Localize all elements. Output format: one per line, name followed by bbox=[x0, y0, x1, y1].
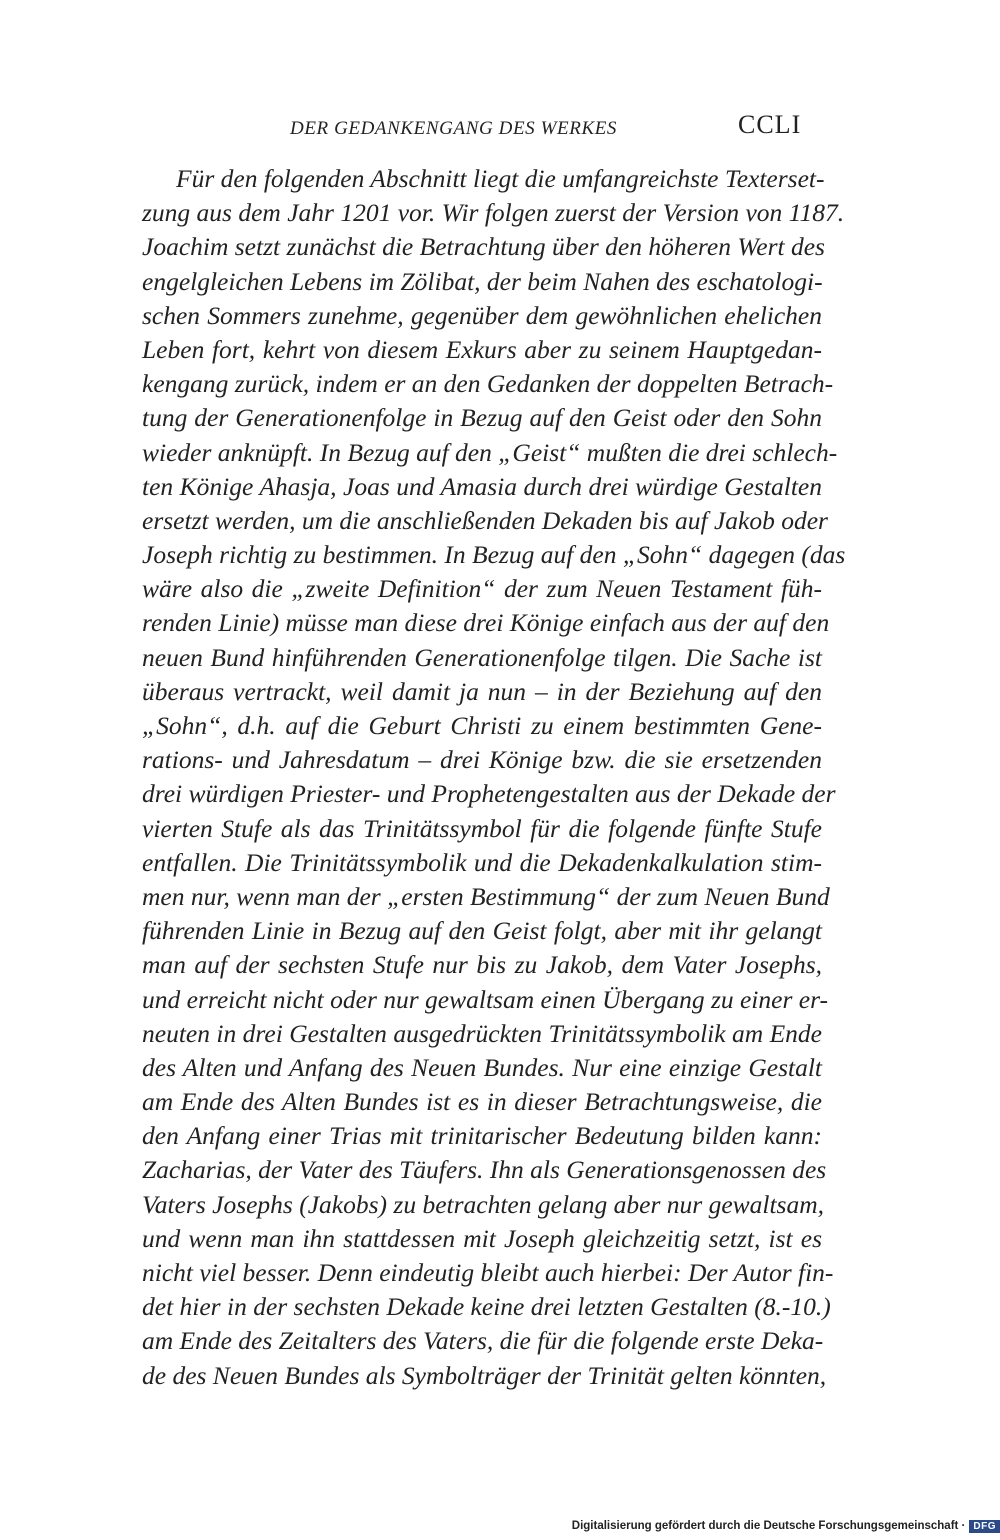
text-line: de des Neuen Bundes als Symbolträger der Trinität gelten könnten, bbox=[142, 1360, 827, 1390]
text-line: drei würdigen Priester- und Prophetengestalten aus der Dekade der bbox=[142, 779, 836, 809]
digitization-credit bbox=[572, 1516, 1000, 1536]
text-line: kengang zurück, indem er an den Gedanken der doppelten Betrach- bbox=[142, 369, 834, 399]
text-line: wieder anknüpft. In Bezug auf den „Geist“ mußten die drei schlech- bbox=[142, 437, 838, 467]
text-line: men nur, wenn man der „ersten Bestimmung“ der zum Neuen Bund bbox=[142, 881, 830, 911]
text-line: renden Linie) müsse man diese drei Könige einfach aus der auf den bbox=[142, 608, 830, 638]
text-line: überaus vertrackt, weil damit ja nun – in der Beziehung auf den bbox=[142, 676, 822, 706]
text-line: Vaters Josephs (Jakobs) zu betrachten gelang aber nur gewaltsam, bbox=[142, 1189, 825, 1219]
text-line: am Ende des Alten Bundes ist es in dieser Betrachtungsweise, die bbox=[142, 1087, 822, 1117]
text-line: Für den folgenden Abschnitt liegt die umfangreichste Texterset- bbox=[176, 164, 825, 193]
text-line: zung aus dem Jahr 1201 vor. Wir folgen zuerst der Version von 1187. bbox=[142, 198, 845, 228]
text-line: des Alten und Anfang des Neuen Bundes. Nur eine einzige Gestalt bbox=[142, 1052, 822, 1082]
credit-text: Digitalisierung gefördert durch die Deutsche Forschungsgemeinschaft · bbox=[571, 1520, 966, 1532]
text-line: ersetzt werden, um die anschließenden Dekaden bis auf Jakob oder bbox=[142, 505, 828, 535]
text-line: vierten Stufe als das Trinitätssymbol für die folgende fünfte Stufe bbox=[142, 813, 822, 843]
text-line: schen Sommers zunehme, gegenüber dem gewöhnlichen ehelichen bbox=[142, 300, 822, 330]
body-text bbox=[142, 162, 846, 1393]
text-line: am Ende des Zeitalters des Vaters, die für die folgende erste Deka- bbox=[142, 1326, 824, 1356]
text-line: Leben fort, kehrt von diesem Exkurs aber zu seinem Hauptgedan- bbox=[142, 334, 822, 364]
text-line: man auf der sechsten Stufe nur bis zu Jakob, dem Vater Josephs, bbox=[142, 950, 822, 980]
text-line: „Sohn“, d.h. auf die Geburt Christi zu einem bestimmten Gene- bbox=[142, 711, 822, 740]
text-line: det hier in der sechsten Dekade keine drei letzten Gestalten (8.-10.) bbox=[142, 1292, 831, 1322]
text-line: ten Könige Ahasja, Joas und Amasia durch drei würdige Gestalten bbox=[142, 471, 822, 501]
text-line: Zacharias, der Vater des Täufers. Ihn als Generationsgenossen des bbox=[142, 1155, 827, 1185]
text-line: und erreicht nicht oder nur gewaltsam einen Übergang zu einer er- bbox=[142, 984, 828, 1014]
page-number: CCLI bbox=[738, 110, 802, 139]
text-line: wäre also die „zweite Definition“ der zum Neuen Testament füh- bbox=[142, 574, 822, 604]
text-line: Joachim setzt zunächst die Betrachtung über den höheren Wert des bbox=[142, 232, 825, 262]
dfg-logo: DFG bbox=[969, 1520, 1000, 1533]
running-title: DER GEDANKENGANG DES WERKES bbox=[290, 118, 618, 139]
text-line: neuen Bund hinführenden Generationenfolge tilgen. Die Sache ist bbox=[142, 642, 822, 672]
text-line: tung der Generationenfolge in Bezug auf den Geist oder den Sohn bbox=[142, 403, 822, 433]
text-line: nicht viel besser. Denn eindeutig bleibt auch hierbei: Der Autor fin- bbox=[142, 1258, 834, 1287]
text-line: engelgleichen Lebens im Zölibat, der beim Nahen des eschatologi- bbox=[142, 266, 823, 296]
text-line: rations- und Jahresdatum – drei Könige bzw. die sie ersetzenden bbox=[142, 745, 822, 775]
text-line: den Anfang einer Trias mit trinitarischer Bedeutung bilden kann: bbox=[142, 1121, 822, 1151]
text-line: entfallen. Die Trinitätssymbolik und die Dekadenkalkulation stim- bbox=[142, 847, 822, 877]
text-line: und wenn man ihn stattdessen mit Joseph gleichzeitig setzt, ist es bbox=[142, 1223, 822, 1253]
text-line: neuten in drei Gestalten ausgedrückten Trinitätssymbolik am Ende bbox=[142, 1018, 822, 1048]
text-line: Joseph richtig zu bestimmen. In Bezug auf den „Sohn“ dagegen (das bbox=[142, 540, 846, 570]
text-line: führenden Linie in Bezug auf den Geist folgt, aber mit ihr gelangt bbox=[142, 916, 822, 946]
running-head bbox=[0, 110, 1000, 144]
